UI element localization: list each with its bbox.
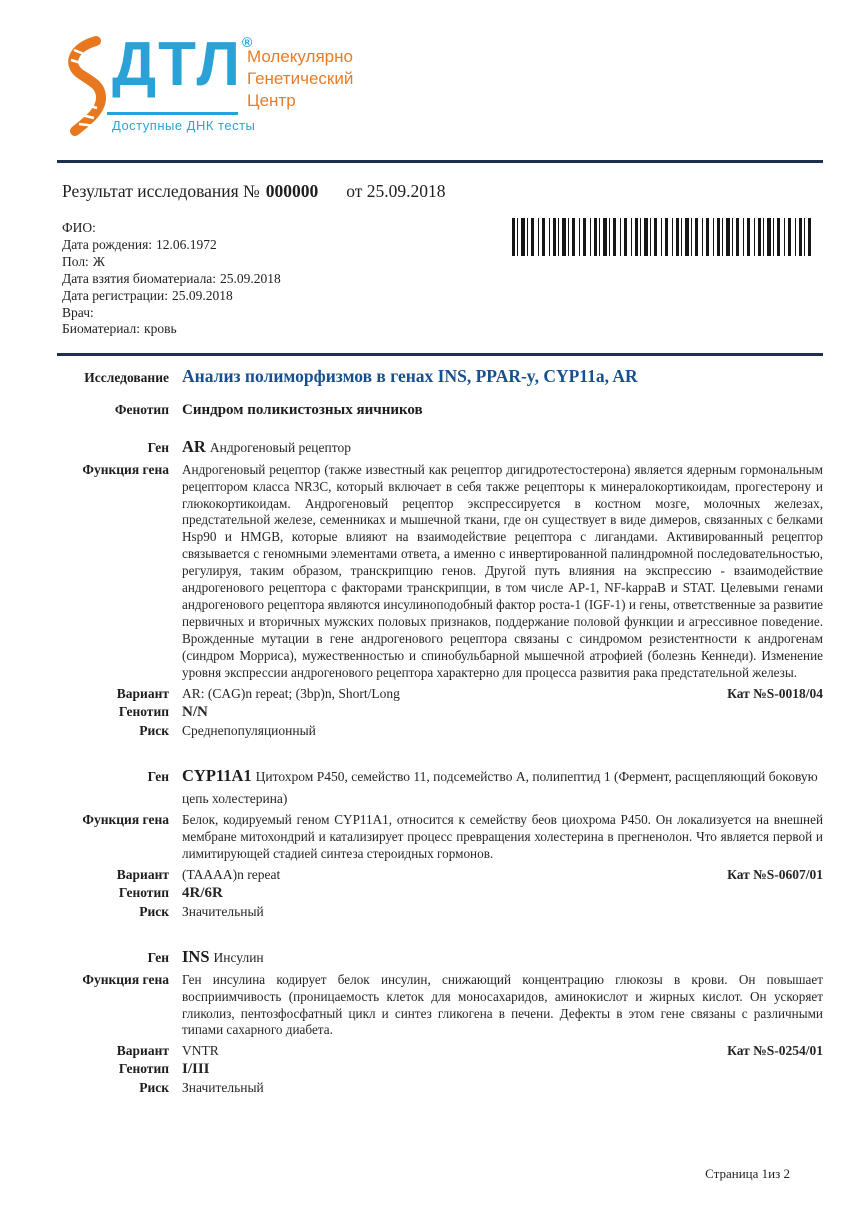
patient-field [62,288,281,305]
risk-row [57,904,823,920]
gene-function-text: Андрогеновый рецептор (также известный как рецептор дигидротестостерона) является ядерным гормональным рецептором класса NR3C, который включает в себя также рецепторы к минералокортикоидам, прогестерону и глюкокортикоидам. Андрогеновый рецептор экспрессируется в костном мозге, молочных железах, предстательной железе, семенниках и мышечной ткани, где он существует в виде димеров, связанных с белками Hsp90 и HMGB, которые влияют на взаимодействие рецептора с лигандами. Активированный рецептор связывается с геномными элементами ответа, а именно с инвертированной палиндромной последовательностью, регулируя, таким образом, транскрипцию генов. Другой путь влияния на экспрессию - взаимодействие андрогенового рецептора с факторами транскрипции, в том числе AP-1, NF-kappaB и STAT. Целевыми генами андрогенового рецептора являются инсулиноподобный фактор роста-1 (IGF-1) и гены, ответственные за развитие первичных и вторичных мужских половых признаков, поддержание половой функции и агрессивное поведение. Врожденные мутации в гене андрогенового рецептора связаны с синдромом резистентности к андрогенам (синдром Морриса), мужественностью и спинобульбарной мышечной атрофией (болезнь Кеннеди). Изменение уровня экспрессии андрогенового рецептора характерно для процесса развития рака предстательной железы. [182,461,823,681]
section-divider [57,353,823,356]
gene-section [57,436,823,739]
phenotype-row [57,402,823,419]
result-label: Результат исследования № [62,181,260,201]
dna-helix-icon [64,36,110,136]
gene-title [182,765,823,809]
result-number: 000000 [265,181,319,201]
gene-function-text: Ген инсулина кодирует белок инсулин, снижающий концентрацию глюкозы в крови. Он повышает восприимчивость (проницаемость клеток для моносахаридов, аминокислот и жирных кислот. Он ускоряет гликолиз, пентозфосфатный цикл и синтез гликогена в печени. Дефекты в этом гене связаны с различными типами сахарного диабета. [182,971,823,1038]
patient-field-label: ФИО: [62,220,96,235]
gene-function-label: Функция гена [82,812,169,828]
patient-field-value: Ж [92,253,105,269]
patient-field-value: 25.09.2018 [172,287,233,303]
brand-logo-text [112,30,253,99]
variant-row [57,867,823,883]
risk-row [57,723,823,739]
gene-function-row [57,811,823,865]
page-number: Страница 1из 2 [705,1166,790,1181]
patient-field-label: Биоматериал: [62,321,141,337]
genotype-value: I/III [182,1061,210,1078]
patient-field-value: 25.09.2018 [220,270,281,286]
gene-function-label: Функция гена [82,971,169,987]
logo-underline [107,112,238,115]
genotype-row [57,1061,823,1078]
result-date: от 25.09.2018 [346,181,446,201]
patient-field [62,271,281,288]
study-row [57,366,823,387]
patient-info [62,220,281,338]
report-body [57,366,823,1096]
study-title: Анализ полиморфизмов в генах INS, PPAR-y, CYP11a, AR [182,366,638,386]
genotype-value: N/N [182,703,208,720]
patient-field [62,305,281,322]
catalog-number: Кат №S-0254/01 [727,1043,823,1059]
patient-field-label: Дата взятия биоматериала: [62,270,217,286]
variant-cell [182,1043,823,1059]
risk-value: Значительный [182,1080,264,1096]
risk-value: Значительный [182,904,264,920]
gene-function-label: Функция гена [82,461,169,477]
gene-header-row [57,946,823,969]
genotype-label: Генотип [118,885,169,901]
catalog-number: Кат №S-0607/01 [727,867,823,883]
gene-name: Инсулин [213,950,264,966]
patient-field-label: Дата рождения: [62,236,153,252]
gene-name: Андрогеновый рецептор [209,440,351,455]
result-header [62,181,446,202]
gene-label: Ген [147,768,169,784]
gene-section [57,946,823,1096]
risk-label: Риск [139,1080,169,1096]
study-label: Исследование [84,370,169,385]
tagline-line-3: Центр [247,91,296,110]
gene-section [57,765,823,920]
tagline-line-2: Генетический [247,69,354,88]
risk-label: Риск [139,722,169,738]
gene-function-row [57,971,823,1042]
genotype-value: 4R/6R [182,885,223,902]
patient-field-label: Пол: [62,253,89,269]
risk-value: Среднепопуляционный [182,722,316,738]
variant-cell [182,867,823,883]
gene-label: Ген [147,440,169,455]
risk-label: Риск [139,904,169,920]
genotype-label: Генотип [118,703,169,719]
patient-field [62,237,281,254]
top-divider [57,160,823,163]
gene-header-row [57,436,823,459]
patient-field [62,321,281,338]
phenotype-value: Синдром поликистозных яичников [182,402,423,418]
variant-cell [182,686,823,702]
variant-label: Вариант [116,1043,169,1059]
risk-row [57,1080,823,1096]
patient-field [62,254,281,271]
genotype-row [57,885,823,902]
variant-value: VNTR [182,1043,219,1059]
gene-header-row [57,765,823,809]
gene-symbol: INS [182,947,210,967]
variant-value: (TAAAA)n repeat [182,867,281,883]
logo-tagline [247,46,353,112]
brand-name: ДТЛ [112,30,242,99]
variant-value: AR: (CAG)n repeat; (3bp)n, Short/Long [182,685,400,701]
gene-function-text: Белок, кодируемый геном CYP11A1, относится к семейству беов циохрома P450. Он локализуется на внешней мембране митохондрий и катализирует процесс превращения холестерина в прегненолон. Что является первой и лимитирующей стадией синтеза стероидных гормонов. [182,812,823,862]
gene-title [182,946,823,969]
patient-field-value: кровь [144,321,177,337]
gene-title [182,436,823,459]
genotype-row [57,704,823,721]
patient-field-value: 12.06.1972 [156,236,217,252]
gene-label: Ген [147,950,169,966]
tagline-line-1: Молекулярно [247,47,353,66]
patient-field [62,220,281,237]
patient-field-label: Дата регистрации: [62,287,169,303]
variant-row [57,1043,823,1059]
gene-symbol: AR [182,437,206,456]
variant-row [57,686,823,702]
gene-symbol: CYP11A1 [182,765,252,785]
variant-label: Вариант [116,685,169,701]
catalog-number: Кат №S-0018/04 [727,685,823,701]
logo-subtitle: Доступные ДНК тесты [112,118,256,133]
phenotype-label: Фенотип [114,402,169,417]
barcode [512,218,811,256]
patient-field-label: Врач: [62,304,94,320]
variant-label: Вариант [116,867,169,883]
gene-name: Цитохром P450, семейство 11, подсемейство A, полипептид 1 (Фермент, расщепляющий боковую цепь холестерина) [182,768,818,806]
genotype-label: Генотип [118,1061,169,1077]
registered-mark: ® [242,34,253,50]
gene-function-row [57,461,823,684]
